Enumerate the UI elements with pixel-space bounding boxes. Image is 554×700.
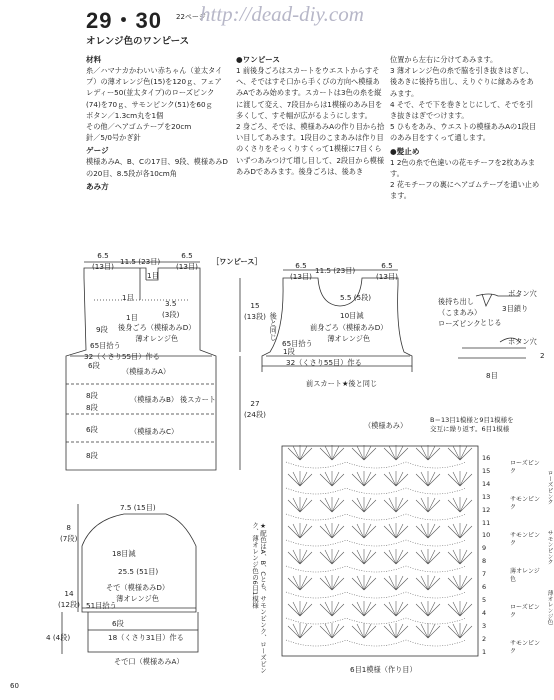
row-9: 9 xyxy=(482,544,487,553)
strap-title: ボタン穴 xyxy=(508,337,537,346)
eyelet-label: 3目鎖り xyxy=(502,304,529,313)
sleeve-label: そで（模様あみD） 薄オレンジ色 xyxy=(106,583,170,604)
back-neck-2: 1目 xyxy=(122,293,134,302)
row-16: 16 xyxy=(482,454,491,462)
page-title: オレンジ色のワンピース xyxy=(86,36,190,47)
row-4: 4 xyxy=(482,608,487,617)
sleeve-cuff: 18（くさり31目）作る xyxy=(108,633,184,642)
button-loop-label: 後持ち出し （こまあみ） ローズピンク xyxy=(438,297,482,329)
dress-heading: ●ワンピース xyxy=(236,55,280,64)
legend-color-6: サモンピンク xyxy=(510,640,541,655)
row-13: 13 xyxy=(482,492,491,501)
back-row-8a: 8段 xyxy=(86,391,98,400)
row-11: 11 xyxy=(482,518,491,527)
back-band-a: （模様あみA） xyxy=(122,367,171,376)
sleeve-row-51: 51目拾う xyxy=(86,601,117,610)
back-dim-top-left: 6.5 (13目) xyxy=(92,251,114,272)
legend-color-2: サモンピンク xyxy=(510,496,541,511)
watermark: http://dead-diy.com xyxy=(200,2,364,26)
row-1: 1 xyxy=(482,647,487,656)
materials-text: 糸／ハマナカかわいい赤ちゃん（並太タイプ）の薄オレンジ色(15)を120ｇ、フェアレディー50(並太タイプ)のローズピンク(74)を70ｇ、サモンピンク(51)を60ｇ ボタン／1.3cm丸を1個 その他／ヘアゴムテープを20cm 針／5/0号かぎ針 xyxy=(86,66,223,143)
tie-label: とじる xyxy=(480,318,502,327)
legend-color-3: サモンピンク xyxy=(510,532,541,547)
back-side-height-1: 15 (13段) xyxy=(244,301,266,322)
sleeve-row-18: 18目減 xyxy=(112,549,136,558)
sleeve-height-2: 14 (12段) xyxy=(58,589,80,610)
side-label-2: サモンピンク xyxy=(546,530,552,565)
row-14: 14 xyxy=(482,479,491,488)
back-row-65: 65目拾う xyxy=(90,341,121,350)
front-neck: 5.5 (5段) xyxy=(340,293,372,302)
row-5: 5 xyxy=(482,595,487,604)
hair-tie-heading: ●髪止め xyxy=(390,146,420,156)
back-dim-top-mid: 11.5 (23目) xyxy=(120,257,161,266)
stitch-chart-bottom-label: 6目1模様（作り目） xyxy=(350,665,417,674)
stitch-chart-title: （模様あみ） xyxy=(364,421,408,430)
front-dim-top-mid: 11.5 (23目) xyxy=(315,266,356,275)
front-row-10: 10目減 xyxy=(340,311,364,320)
sleeve-top: 7.5 (15目) xyxy=(120,503,156,512)
back-dim-top-right: 6.5 (13目) xyxy=(176,251,198,272)
gauge-text: 模様あみA、B、Cの17目、9段、模様あみDの20目、8.5段が各10cm角 xyxy=(86,157,228,178)
back-row-8b: 8段 xyxy=(86,403,98,412)
back-row-8c: 6段 xyxy=(86,425,98,434)
row-12: 12 xyxy=(482,505,491,514)
materials-heading: 材料 xyxy=(86,55,102,64)
row-15: 15 xyxy=(482,466,491,475)
row-8: 8 xyxy=(482,557,487,566)
back-skirt-label: 後スカート xyxy=(180,395,216,404)
back-side-height-2: 27 (24段) xyxy=(244,399,266,420)
stitch-chart-row-numbers xyxy=(482,452,510,659)
row-6: 6 xyxy=(482,583,487,592)
row-3: 3 xyxy=(482,621,487,630)
back-bodice-label: 後身ごろ（模様あみD） 薄オレンジ色 xyxy=(118,323,196,344)
row-10: 10 xyxy=(482,531,491,540)
sleeve-width: 25.5 (51目) xyxy=(118,567,159,576)
stitch-chart-fans xyxy=(286,445,472,646)
method-heading: あみ方 xyxy=(86,181,109,191)
back-band-c: （模様あみC） xyxy=(130,427,179,436)
dress-instructions: 1 前後身ごろはスカートをウエストからすそへ、そではすそ口から手くびの方向へ模様あみAであみ始めます。スカートは3色の糸を縦に渡して変え、7段目からは1模様のあみ目を多くして、すそ幅が広がるようにします。 2 身ごろ、そでは、模様あみAの作り目から拾い目してあみます。1段目のこまあみは作り目のくさりをそっくりすくって1模様に7目くらいずつあみつけて増し目して、2段目から模様あみDであみます。後身ごろは、後あき xyxy=(236,66,385,176)
front-waist: 32（くさり55目）作る xyxy=(286,358,362,367)
button-label: ボタン穴 xyxy=(508,289,537,298)
front-bodice-label: 前身ごろ（模様あみD） 薄オレンジ色 xyxy=(310,323,388,344)
strap-count: 8目 xyxy=(486,371,498,380)
back-neck-3: 3.5 (3段) xyxy=(162,299,180,320)
back-band-b: （模様あみB） xyxy=(130,395,179,404)
back-row-9: 9段 xyxy=(96,325,108,334)
legend-color-4: 薄オレンジ色 xyxy=(510,568,540,583)
back-neck-4: 1目 xyxy=(126,313,138,322)
dress-instructions-continued: 位置から左右に分けてあみます。 3 薄オレンジ色の糸で脇を引き抜きはぎし、後あきに後持ち出し、えりぐりに縁あみをあみます。 4 そで、そで下を巻きとじにして、そでを引き抜きはぎでつけます。 5 ひもをあみ、ウエストの模様あみAの1段目のあみ目をすくって通します。 xyxy=(390,55,537,143)
front-row-1: 1段 xyxy=(283,347,295,356)
row-7: 7 xyxy=(482,570,487,579)
front-skirt-note: 前スカート★後と同じ xyxy=(306,379,378,388)
stitch-chart-color-legend xyxy=(510,460,544,656)
page-number: 60 xyxy=(10,682,19,690)
back-row-8d: 8段 xyxy=(86,451,98,460)
strap-row: 2 xyxy=(540,351,545,360)
legend-color-1: ローズピンク xyxy=(510,460,540,475)
pattern-numbers: 29・30 xyxy=(86,8,162,33)
front-dim-top-right: 6.5 (13目) xyxy=(376,261,398,282)
sleeve-cuff-label: そで口（模様あみA） xyxy=(114,657,184,666)
side-label-3: 薄オレンジ色 xyxy=(546,590,552,625)
back-waist: 32（くさり55目）作る xyxy=(84,352,160,361)
sleeve-row-6: 6段 xyxy=(112,619,124,628)
hair-tie-instructions: 1 2色の糸で色違いの花モチーフを2枚あみます。 2 花モチーフの裏にヘアゴムテープを通い止めます。 xyxy=(390,157,540,201)
sleeve-height-3: 4 (4段) xyxy=(46,633,71,642)
page-reference: 22ページ xyxy=(176,13,206,21)
front-dim-top-left: 6.5 (13目) xyxy=(290,261,312,282)
legend-color-5: ローズピンク xyxy=(510,604,540,619)
front-side-note: 後と同じ xyxy=(269,312,279,341)
back-row-6: 6段 xyxy=(88,361,100,370)
stitch-chart-repeat-note: B＝13目1模様と9目1模様を 交互に繰り返す。6目1模様 xyxy=(430,416,514,433)
dress-section-label: ［ワンピース］ xyxy=(212,257,262,266)
side-label-1: ローズピンク xyxy=(546,470,552,505)
stitch-chart-frame xyxy=(282,446,478,656)
back-neck-1: 1目 xyxy=(147,271,159,280)
gauge-heading: ゲージ xyxy=(86,146,109,156)
row-2: 2 xyxy=(482,634,487,643)
color-note: ★配色はA、B、Cとも、サモンピンク、ローズピンク、薄オレンジ色の6目1模様 xyxy=(251,522,267,674)
front-row-65: 65目拾う xyxy=(282,339,313,348)
sleeve-height-1: 8 (7段) xyxy=(60,523,78,544)
